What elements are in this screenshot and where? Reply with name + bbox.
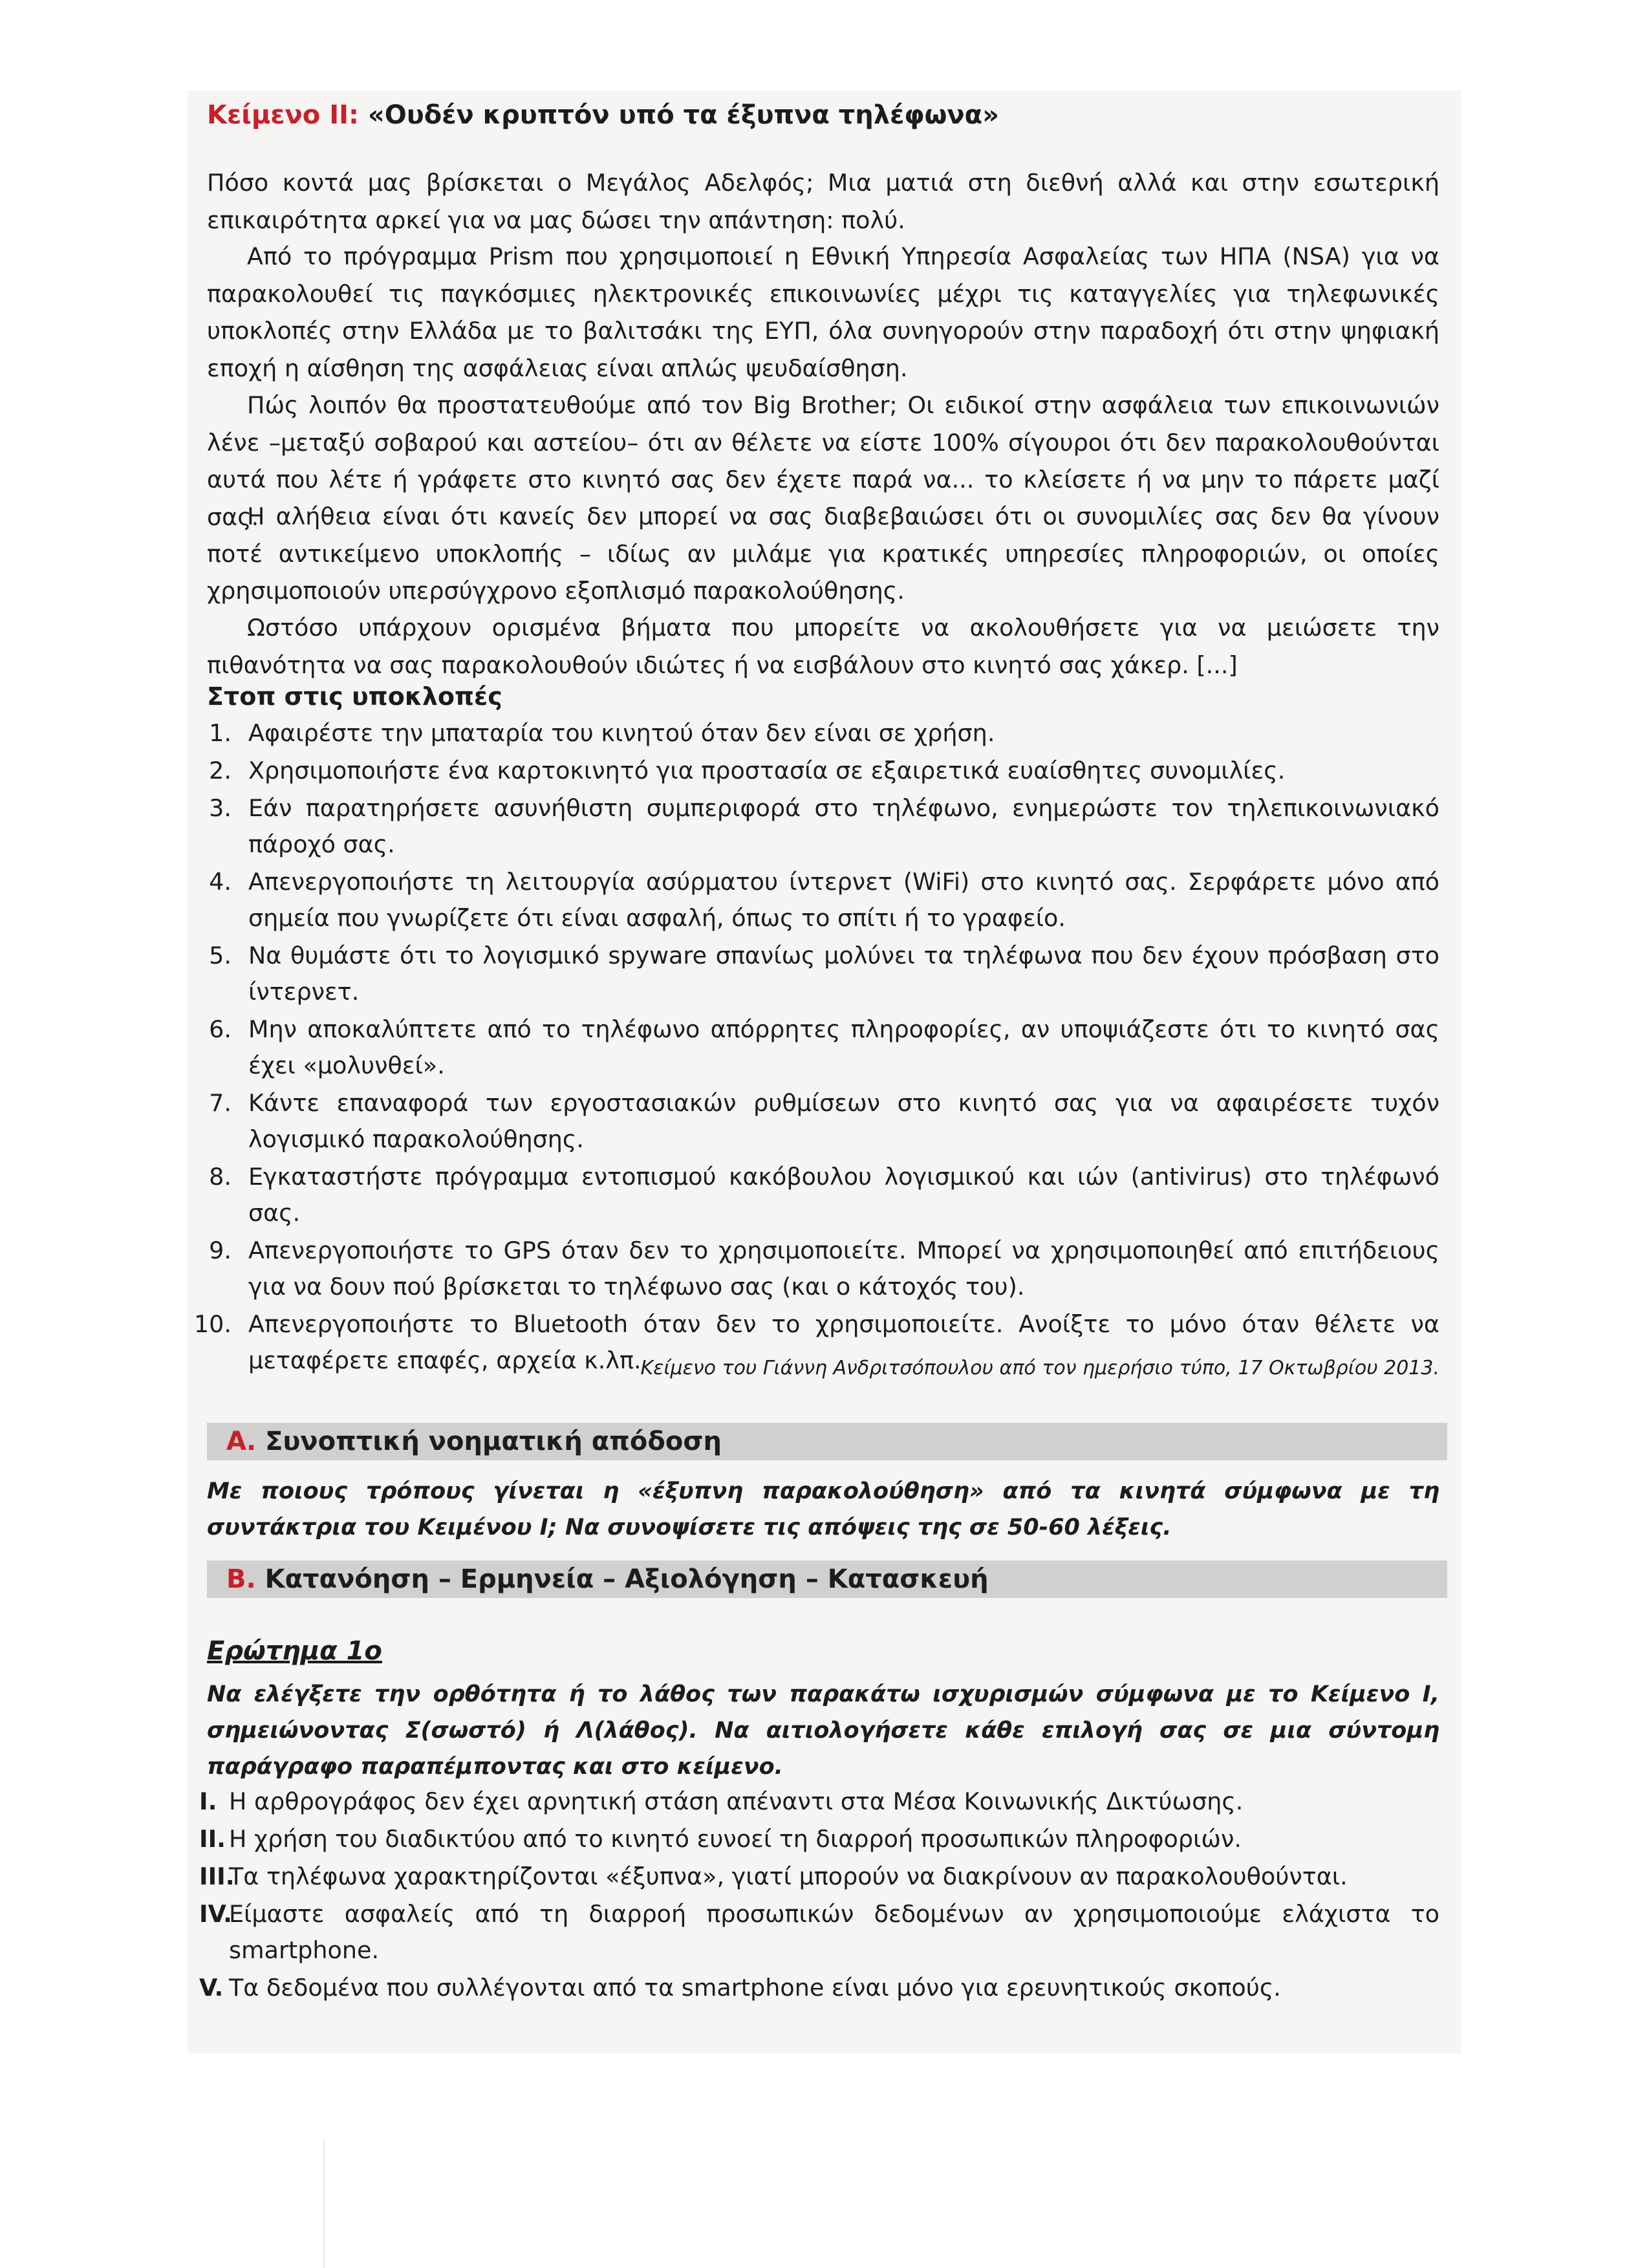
tip-number: 9. (209, 1237, 232, 1264)
statement-item (188, 1821, 1439, 1857)
paragraph-4-text: Η αλήθεια είναι ότι κανείς δεν μπορεί να σας διαβεβαιώσει ότι οι συνομιλίες σας δεν θα γίνουν ποτέ αντικείμενο υποκλοπής – ιδίως αν μιλάμε για κρατικές υπηρεσίες πληροφοριών, οι οποίες χρησιμοποιούν υπερσύγχρονο εξοπλισμό παρακολούθησης. (207, 502, 1439, 605)
tip-number: 7. (209, 1089, 232, 1117)
tip-number: 6. (209, 1015, 232, 1043)
tip-number: 8. (209, 1163, 232, 1191)
tips-list (188, 715, 1439, 1380)
tip-item (188, 1233, 1439, 1305)
tip-text: Να θυμάστε ότι το λογισμικό spyware σπανίως μολύνει τα τηλέφωνα που δεν έχουν πρόσβαση στο ίντερνετ. (248, 942, 1439, 1006)
tip-number: 1. (209, 719, 232, 747)
tips-heading: Στοπ στις υποκλοπές (207, 682, 502, 711)
tip-text: Απενεργοποιήστε το Bluetooth όταν δεν το χρησιμοποιείτε. Ανοίξτε το μόνο όταν θέλετε να μεταφέρετε επαφές, αρχεία κ.λπ. (248, 1310, 1439, 1374)
paragraph-4 (207, 498, 1439, 610)
tip-number: 10. (193, 1310, 232, 1338)
statement-number: II. (199, 1825, 226, 1853)
paragraph-3-text: Πώς λοιπόν θα προστατευθούμε από τον Big Brother; Οι ειδικοί στην ασφάλεια των επικοινωνιών λένε –μεταξύ σοβαρού και αστείου– ότι αν θέλετε να είστε 100% σίγουροι ότι δεν παρακολουθούνται αυτά που λέτε ή γράφετε στο κινητό σας δεν έχετε παρά να... το κλείσετε ή να μην το πάρετε μαζί σας. (207, 391, 1439, 531)
section-a-letter: Α. (226, 1427, 257, 1456)
text-title-label: Κείμενο ΙΙ: (207, 100, 359, 130)
paragraph-5-text: Ωστόσο υπάρχουν ορισμένα βήματα που μπορείτε να ακολουθήσετε για να μειώσετε την πιθανότητα να σας παρακολουθούν ιδιώτες ή να εισβάλουν στο κινητό σας χάκερ. [...] (207, 614, 1439, 679)
section-b-letter: Β. (226, 1564, 256, 1594)
tip-text: Απενεργοποιήστε τη λειτουργία ασύρματου ίντερνετ (WiFi) στο κινητό σας. Σερφάρετε μόνο από σημεία που γνωρίζετε ότι είναι ασφαλή, όπως το σπίτι ή το γραφείο. (248, 868, 1439, 932)
statement-number: IV. (199, 1900, 232, 1928)
statement-item (188, 1970, 1439, 2006)
statement-text: Τα δεδομένα που συλλέγονται από τα smartphone είναι μόνο για ερευνητικούς σκοπούς. (229, 1974, 1281, 2002)
tip-item (188, 1011, 1439, 1084)
section-b-title: Κατανόηση – Ερμηνεία – Αξιολόγηση – Κατασκευή (264, 1564, 989, 1594)
source-credit: Κείμενο του Γιάννη Ανδριτσόπουλου από τον ημερήσιο τύπο, 17 Οκτωβρίου 2013. (640, 1357, 1439, 1379)
statement-text: Η χρήση του διαδικτύου από το κινητό ευνοεί τη διαρροή προσωπικών πληροφοριών. (229, 1825, 1242, 1853)
tip-text: Μην αποκαλύπτετε από το τηλέφωνο απόρρητες πληροφορίες, αν υποψιάζεστε ότι το κινητό σας έχει «μολυνθεί». (248, 1015, 1439, 1079)
statements-list (188, 1784, 1439, 2007)
question-1-instructions: Να ελέγξετε την ορθότητα ή το λάθος των παρακάτω ισχυρισμών σύμφωνα με το Κείμενο Ι, σημειώνοντας Σ(σωστό) ή Λ(λάθος). Να αιτιολογήσετε κάθε επιλογή σας σε μια σύντομη παράγραφο παραπέμποντας και στο κείμενο. (207, 1681, 1439, 1780)
statement-item (188, 1896, 1439, 1969)
section-a-title: Συνοπτική νοηματική απόδοση (265, 1427, 722, 1456)
tip-item (188, 715, 1439, 751)
tip-text: Κάντε επαναφορά των εργοστασιακών ρυθμίσεων στο κινητό σας για να αφαιρέσετε τυχόν λογισμικό παρακολούθησης. (248, 1089, 1439, 1153)
tip-text: Εγκαταστήστε πρόγραμμα εντοπισμού κακόβουλου λογισμικού και ιών (antivirus) στο τηλέφωνό σας. (248, 1163, 1439, 1227)
tip-item (188, 1159, 1439, 1231)
question-1-heading: Ερώτημα 1ο (207, 1636, 382, 1666)
tip-number: 3. (209, 794, 232, 822)
tip-item (188, 790, 1439, 863)
tip-number: 4. (209, 868, 232, 896)
tip-number: 5. (209, 942, 232, 969)
tip-text: Απενεργοποιήστε το GPS όταν δεν το χρησιμοποιείτε. Μπορεί να χρησιμοποιηθεί από επιτήδειους για να δουν πού βρίσκεται το τηλέφωνο σας (και ο κάτοχός του). (248, 1237, 1439, 1301)
tip-item (188, 1085, 1439, 1158)
section-a-question: Με ποιους τρόπους γίνεται η «έξυπνη παρακολούθηση» από τα κινητά σύμφωνα με τη συντάκτρια του Κειμένου Ι; Να συνοψίσετε τις απόψεις της σε 50-60 λέξεις. (207, 1478, 1439, 1540)
statement-item (188, 1859, 1439, 1895)
statement-number: I. (199, 1787, 217, 1815)
tip-item (188, 753, 1439, 789)
paragraph-1-text: Πόσο κοντά μας βρίσκεται ο Μεγάλος Αδελφός; Μια ματιά στη διεθνή αλλά και στην εσωτερική επικαιρότητα αρκεί για να μας δώσει την απάντηση: πολύ. (207, 169, 1439, 234)
statement-number: III. (199, 1863, 235, 1890)
tip-item (188, 864, 1439, 936)
statement-number: V. (199, 1974, 224, 2002)
section-a-header (207, 1423, 1447, 1460)
section-b-header (207, 1561, 1447, 1598)
tip-text: Αφαιρέστε την μπαταρία του κινητού όταν δεν είναι σε χρήση. (248, 719, 995, 747)
statement-text: Η αρθρογράφος δεν έχει αρνητική στάση απέναντι στα Μέσα Κοινωνικής Δικτύωσης. (229, 1787, 1244, 1815)
tip-text: Εάν παρατηρήσετε ασυνήθιστη συμπεριφορά στο τηλέφωνο, ενημερώστε τον τηλεπικοινωνιακό πάροχό σας. (248, 794, 1439, 858)
margin-line (323, 2141, 325, 2268)
statement-item (188, 1784, 1439, 1820)
text-title (207, 96, 999, 135)
text-title-text: «Ουδέν κρυπτόν υπό τα έξυπνα τηλέφωνα» (367, 100, 999, 130)
tip-item (188, 938, 1439, 1010)
paragraph-5 (207, 609, 1439, 684)
statement-text: Τα τηλέφωνα χαρακτηρίζονται «έξυπνα», γιατί μπορούν να διακρίνουν αν παρακολουθούνται. (229, 1863, 1348, 1890)
paragraph-2-text: Από το πρόγραμμα Prism που χρησιμοποιεί η Εθνική Υπηρεσία Ασφαλείας των ΗΠΑ (NSA) για να παρακολουθεί τις παγκόσμιες ηλεκτρονικές επικοινωνίες μέχρι τις καταγγελίες για τηλεφωνικές υποκλοπές στην Ελλάδα με το βαλιτσάκι της ΕΥΠ, όλα συνηγορούν στην παραδοχή ότι στην ψηφιακή εποχή η αίσθηση της ασφάλειας είναι απλώς ψευδαίσθηση. (207, 243, 1439, 382)
statement-text: Είμαστε ασφαλείς από τη διαρροή προσωπικών δεδομένων αν χρησιμοποιούμε ελάχιστα το smartphone. (229, 1900, 1439, 1964)
tip-number: 2. (209, 757, 232, 784)
tip-text: Χρησιμοποιήστε ένα καρτοκινητό για προστασία σε εξαιρετικά ευαίσθητες συνομιλίες. (248, 757, 1286, 784)
paragraph-2 (207, 238, 1439, 387)
paragraph-1 (207, 164, 1439, 239)
